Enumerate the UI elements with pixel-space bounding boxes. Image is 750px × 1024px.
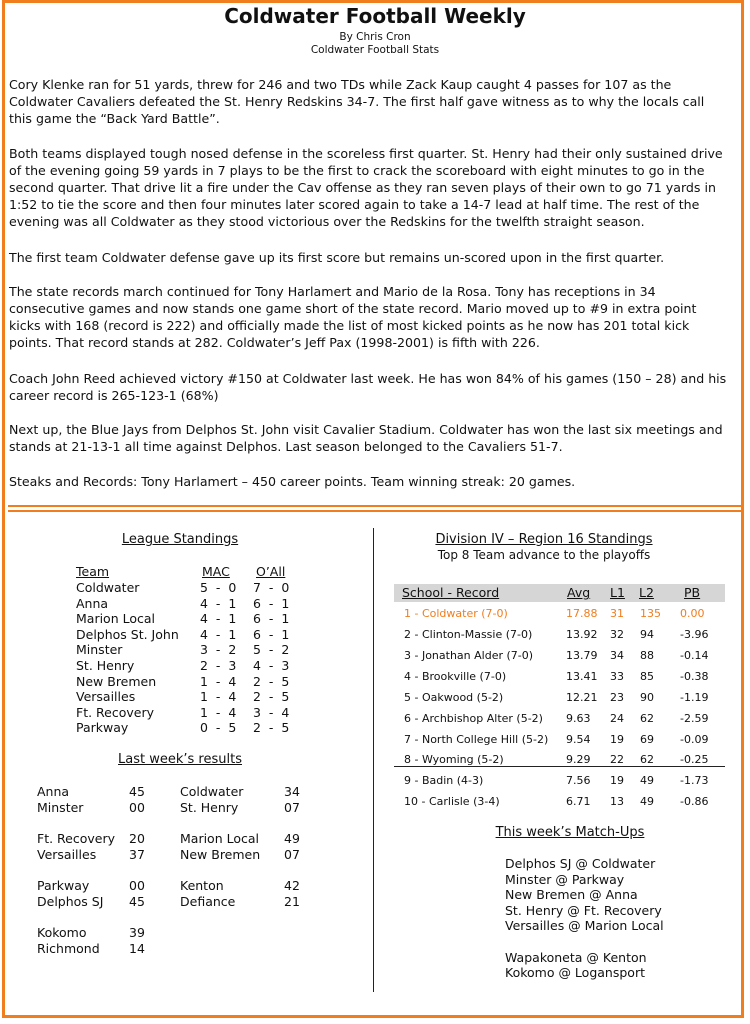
team-name: Versailles xyxy=(76,689,136,705)
matchups-title: This week’s Match-Ups xyxy=(495,825,645,840)
l1-value: 24 xyxy=(610,712,624,725)
result-row xyxy=(37,925,147,941)
result-team: New Bremen xyxy=(180,847,261,862)
result-score: 21 xyxy=(284,894,300,909)
l2-value: 62 xyxy=(640,712,654,725)
team-name: St. Henry xyxy=(76,658,135,673)
result-row xyxy=(180,800,305,816)
article-paragraph: Next up, the Blue Jays from Delphos St. John visit Cavalier Stadium. Coldwater has won the last six meetings and stands at 21-13-1 all time against Delphos. Last season belonged to the Cavaliers 51-7. xyxy=(9,422,723,454)
l2-value: 69 xyxy=(640,733,654,746)
team-name: Coldwater xyxy=(76,580,140,595)
matchup-item: New Bremen @ Anna xyxy=(505,887,638,903)
pb-header: PB xyxy=(684,585,701,600)
overall-record: 3 - 4 xyxy=(253,704,290,720)
avg-value: 9.29 xyxy=(566,753,591,766)
division-row xyxy=(394,607,725,623)
result-row xyxy=(37,941,147,957)
result-score: 45 xyxy=(129,894,145,909)
l1-header: L1 xyxy=(610,585,625,600)
school-header: School - Record xyxy=(402,585,500,600)
division-row xyxy=(394,795,725,811)
mac-record: 3 - 2 xyxy=(200,642,237,658)
result-row xyxy=(180,878,305,894)
team-name: Minster xyxy=(76,642,123,658)
team-name: Anna xyxy=(76,595,109,611)
division-row xyxy=(394,691,725,707)
l2-value: 90 xyxy=(640,691,654,704)
result-score: 49 xyxy=(284,831,300,846)
standings-row xyxy=(76,627,296,643)
result-score: 42 xyxy=(284,878,300,893)
pb-value: -1.73 xyxy=(680,774,709,787)
result-row xyxy=(37,847,147,863)
mac-record: 4 - 1 xyxy=(200,626,237,642)
l1-value: 19 xyxy=(610,733,624,746)
division-row xyxy=(394,649,725,665)
school-record: 8 - Wyoming (5-2) xyxy=(404,753,504,766)
result-team: St. Henry xyxy=(180,800,239,815)
mac-record: 4 - 1 xyxy=(200,595,237,611)
page-title: Coldwater Football Weekly xyxy=(224,4,526,28)
avg-value: 13.92 xyxy=(566,628,598,641)
result-row xyxy=(180,784,305,800)
result-score: 00 xyxy=(129,878,145,893)
overall-record: 5 - 2 xyxy=(253,642,290,658)
team-name: Delphos St. John xyxy=(76,626,179,642)
school-record: 7 - North College Hill (5-2) xyxy=(404,733,549,746)
pb-value: -0.25 xyxy=(680,753,709,766)
result-score: 45 xyxy=(129,784,145,799)
team-header: Team xyxy=(76,564,110,579)
result-score: 14 xyxy=(129,941,145,956)
result-team: Richmond xyxy=(37,941,100,956)
result-row xyxy=(37,831,147,847)
article-paragraph: Coach John Reed achieved victory #150 at Coldwater last week. He has won 84% of his games (150 – 28) and his career record is 265-123-1 (68%) xyxy=(9,371,727,403)
pb-value: -0.38 xyxy=(680,670,709,683)
article-paragraph: Cory Klenke ran for 51 yards, threw for 246 and two TDs while Zack Kaup caught 4 passes for 107 as the Coldwater Cavaliers defeated the St. Henry Redskins 34-7. The first half gave witness as to why the locals call this game the “Back Yard Battle”. xyxy=(9,77,705,126)
result-row xyxy=(180,894,305,910)
overall-record: 2 - 5 xyxy=(253,720,290,736)
pb-value: -0.86 xyxy=(680,795,709,808)
overall-record: 7 - 0 xyxy=(253,580,290,595)
division-title: Division IV – Region 16 Standings xyxy=(435,532,653,547)
avg-value: 9.54 xyxy=(566,733,591,746)
playoff-cutoff-line xyxy=(394,766,725,767)
standings-row xyxy=(76,611,296,627)
result-row xyxy=(37,800,147,816)
mac-record: 1 - 4 xyxy=(200,673,237,689)
l1-value: 32 xyxy=(610,628,624,641)
standings-row xyxy=(76,674,296,690)
division-row xyxy=(394,774,725,790)
standings-row xyxy=(76,596,296,612)
result-team: Ft. Recovery xyxy=(37,831,115,846)
team-name: New Bremen xyxy=(76,673,157,689)
overall-record: 6 - 1 xyxy=(253,611,290,627)
school-record: 1 - Coldwater (7-0) xyxy=(404,607,508,620)
l2-value: 62 xyxy=(640,753,654,766)
overall-record: 2 - 5 xyxy=(253,689,290,705)
mac-record: 4 - 1 xyxy=(200,611,237,627)
result-score: 07 xyxy=(284,800,300,815)
l2-value: 135 xyxy=(640,607,661,620)
byline xyxy=(0,31,750,57)
l1-value: 31 xyxy=(610,607,624,620)
school-record: 2 - Clinton-Massie (7-0) xyxy=(404,628,533,641)
avg-value: 9.63 xyxy=(566,712,591,725)
mac-record: 0 - 5 xyxy=(200,720,237,736)
l1-value: 19 xyxy=(610,774,624,787)
pb-value: -3.96 xyxy=(680,628,709,641)
division-subtitle: Top 8 Team advance to the playoffs xyxy=(437,548,651,562)
team-name: Ft. Recovery xyxy=(76,704,154,720)
division-header xyxy=(394,584,725,602)
article-paragraph: Both teams displayed tough nosed defense in the scoreless first quarter. St. Henry had their only sustained drive of the evening going 59 yards in 7 plays to be the first to crack the scoreboard with eight minutes to go in the second quarter. That drive lit a fire under the Cav offense as they ran seven plays of their own to go 71 yards in 1:52 to tie the score and then four minutes later scored again to take a 14-7 lead at half time. The rest of the evening was all Coldwater as they stood victorious over the Redskins for the twelfth straight season. xyxy=(9,146,723,229)
orange-divider xyxy=(8,505,742,507)
result-score: 34 xyxy=(284,784,300,799)
result-row xyxy=(180,831,305,847)
league-header xyxy=(76,564,296,580)
pb-value: -2.59 xyxy=(680,712,709,725)
mac-header: MAC xyxy=(202,564,230,579)
article-paragraph: The first team Coldwater defense gave up its first score but remains un-scored upon in the first quarter. xyxy=(9,250,665,265)
column-divider xyxy=(373,528,374,992)
avg-value: 7.56 xyxy=(566,774,591,787)
mac-record: 1 - 4 xyxy=(200,704,237,720)
result-team: Marion Local xyxy=(180,831,259,846)
result-team: Kokomo xyxy=(37,925,87,940)
school-record: 3 - Jonathan Alder (7-0) xyxy=(404,649,534,662)
division-row xyxy=(394,733,725,749)
result-team: Delphos SJ xyxy=(37,894,104,909)
l1-value: 13 xyxy=(610,795,624,808)
result-team: Minster xyxy=(37,800,84,815)
avg-value: 13.41 xyxy=(566,670,598,683)
result-team: Defiance xyxy=(180,894,236,909)
matchup-item: Kokomo @ Logansport xyxy=(505,965,645,981)
school-record: 5 - Oakwood (5-2) xyxy=(404,691,504,704)
l1-value: 33 xyxy=(610,670,624,683)
result-row xyxy=(37,878,147,894)
standings-row xyxy=(76,689,296,705)
school-record: 10 - Carlisle (3-4) xyxy=(404,795,500,808)
result-row xyxy=(180,847,305,863)
standings-row xyxy=(76,720,296,736)
oall-header: O’All xyxy=(256,564,286,579)
result-row xyxy=(37,894,147,910)
matchup-item: Delphos SJ @ Coldwater xyxy=(505,856,656,871)
standings-row xyxy=(76,658,296,674)
school-record: 4 - Brookville (7-0) xyxy=(404,670,507,683)
result-team: Parkway xyxy=(37,878,90,893)
author: By Chris Cron xyxy=(339,31,411,43)
result-score: 37 xyxy=(129,847,145,862)
l2-value: 49 xyxy=(640,795,654,808)
l1-value: 22 xyxy=(610,753,624,766)
mac-record: 2 - 3 xyxy=(200,658,237,673)
l1-value: 34 xyxy=(610,649,624,662)
division-row xyxy=(394,670,725,686)
result-score: 00 xyxy=(129,800,145,815)
mac-record: 5 - 0 xyxy=(200,580,237,595)
pb-value: -1.19 xyxy=(680,691,709,704)
pb-value: -0.09 xyxy=(680,733,709,746)
league-standings-title: League Standings xyxy=(121,532,239,547)
division-row xyxy=(394,712,725,728)
standings-row xyxy=(76,705,296,721)
standings-row xyxy=(76,642,296,658)
matchup-item: Wapakoneta @ Kenton xyxy=(505,949,647,965)
results-title: Last week’s results xyxy=(118,752,242,767)
result-team: Anna xyxy=(37,784,70,799)
result-score: 39 xyxy=(129,925,145,940)
l1-value: 23 xyxy=(610,691,624,704)
standings-row xyxy=(76,580,296,596)
result-score: 20 xyxy=(129,831,145,846)
avg-header: Avg xyxy=(567,585,591,600)
matchup-item: St. Henry @ Ft. Recovery xyxy=(505,902,662,918)
l2-value: 85 xyxy=(640,670,654,683)
result-team: Versailles xyxy=(37,847,97,862)
orange-divider xyxy=(8,510,742,512)
overall-record: 2 - 5 xyxy=(253,673,290,689)
result-row xyxy=(37,784,147,800)
result-score: 07 xyxy=(284,847,300,862)
overall-record: 4 - 3 xyxy=(253,658,290,673)
result-team: Kenton xyxy=(180,878,224,893)
pb-value: 0.00 xyxy=(680,607,705,620)
article-paragraph: Steaks and Records: Tony Harlamert – 450 career points. Team winning streak: 20 games. xyxy=(9,474,576,489)
team-name: Marion Local xyxy=(76,611,155,627)
overall-record: 6 - 1 xyxy=(253,595,290,611)
avg-value: 17.88 xyxy=(566,607,598,620)
source: Coldwater Football Stats xyxy=(310,44,440,56)
l2-header: L2 xyxy=(639,585,654,600)
team-name: Parkway xyxy=(76,720,129,736)
l2-value: 88 xyxy=(640,649,654,662)
result-team: Coldwater xyxy=(180,784,244,799)
overall-record: 6 - 1 xyxy=(253,626,290,642)
l2-value: 49 xyxy=(640,774,654,787)
mac-record: 1 - 4 xyxy=(200,689,237,705)
matchup-item: Minster @ Parkway xyxy=(505,871,625,887)
division-row xyxy=(394,628,725,644)
avg-value: 13.79 xyxy=(566,649,598,662)
l2-value: 94 xyxy=(640,628,654,641)
matchup-item: Versailles @ Marion Local xyxy=(505,918,664,934)
article-paragraph: The state records march continued for Tony Harlamert and Mario de la Rosa. Tony has receptions in 34 consecutive games and now stands one game short of the state record. Mario moved up to #9 in extra point kicks with 168 (record is 222) and officially made the list of most kicked points as he now has 201 total kick points. That record stands at 282. Coldwater’s Jeff Pax (1998-2001) is fifth with 226. xyxy=(9,284,697,350)
avg-value: 12.21 xyxy=(566,691,598,704)
school-record: 6 - Archbishop Alter (5-2) xyxy=(404,712,543,725)
school-record: 9 - Badin (4-3) xyxy=(404,774,484,787)
pb-value: -0.14 xyxy=(680,649,709,662)
avg-value: 6.71 xyxy=(566,795,591,808)
